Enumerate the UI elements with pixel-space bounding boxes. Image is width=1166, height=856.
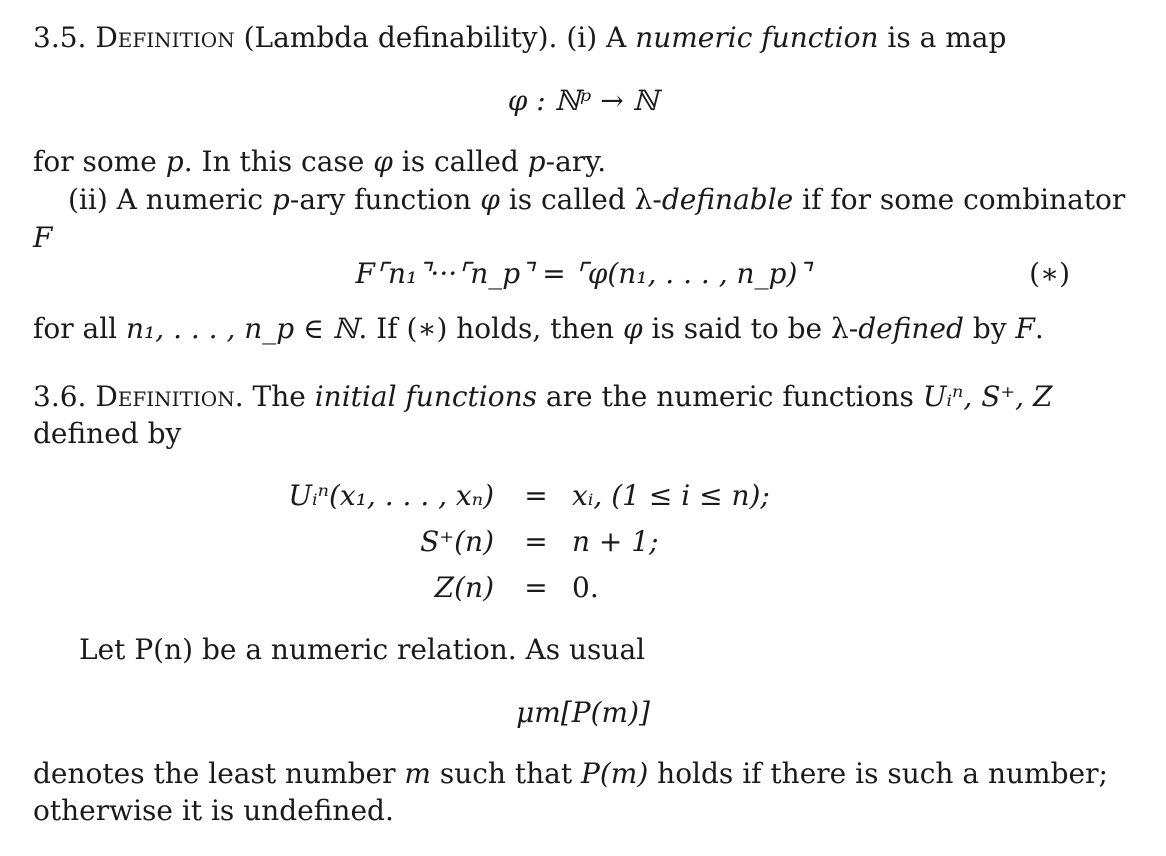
def35-line5-phi: φ: [623, 312, 643, 345]
def35-line5-e: .: [1034, 312, 1044, 345]
def35-heading-word: Definition: [95, 21, 235, 54]
def35-line3-c: is called λ-: [508, 183, 662, 216]
mu-line2: [33, 756, 1108, 792]
mu-line2-a: denotes the least number: [33, 757, 396, 790]
def35-line2-c: is called: [401, 145, 519, 178]
def35-line3: [68, 182, 1125, 218]
def35-item-ii: (ii): [68, 183, 108, 216]
def35-line5: [33, 311, 1044, 347]
def35-star-formula: F⌜n₁⌝···⌜n_p⌝ = ⌜φ(n₁, . . . , n_p)⌝: [355, 257, 811, 290]
def35-term-definable: definable: [661, 183, 794, 216]
def36-term-initial-functions: initial functions: [314, 380, 537, 413]
def36-heading-word: Definition: [95, 380, 235, 413]
def35-line5-c: is said to be λ-: [651, 312, 859, 345]
def35-line5-a: for all: [33, 312, 118, 345]
def35-heading-line: [33, 20, 1006, 56]
mu-line3: otherwise it is undefined.: [33, 794, 394, 827]
def35-line3-var-p: p: [271, 183, 290, 216]
def35-line5-b: . If (∗) holds, then: [358, 312, 615, 345]
eq2-rhs: n + 1;: [572, 525, 659, 558]
def35-line5-vars: n₁, . . . , n_p ∈ ℕ: [126, 312, 359, 345]
mu-line2-b: such that: [439, 757, 573, 790]
def35-map-formula: φ : ℕᵖ → ℕ: [507, 84, 659, 117]
def36-line2: defined by: [33, 417, 182, 450]
eq3-lhs: Z(n): [434, 571, 494, 604]
def35-term-numeric-function: numeric function: [635, 21, 879, 54]
def35-line3-b: -ary function: [289, 183, 472, 216]
def35-var-F: F: [33, 221, 53, 254]
def36-number: 3.6.: [33, 380, 87, 413]
def35-number: 3.5.: [33, 21, 87, 54]
mu-line2-c: holds if there is such a number;: [657, 757, 1108, 790]
eq1-rhs: xᵢ, (1 ≤ i ≤ n);: [572, 479, 770, 512]
mu-line2-P: P(m): [581, 757, 649, 790]
mu-line2-m: m: [404, 757, 431, 790]
def36-line1-b: are the numeric functions: [545, 380, 914, 413]
def35-line2: [33, 144, 606, 180]
def35-line3-a: A numeric: [116, 183, 264, 216]
def36-line1-funcs: Uᵢⁿ, S⁺, Z: [922, 380, 1053, 413]
eq3-rhs: 0.: [572, 571, 599, 604]
eq1-equals: =: [524, 479, 548, 512]
mu-formula: μm[P(m)]: [516, 696, 650, 729]
def35-var-phi: φ: [373, 145, 393, 178]
def35-line2-b: . In this case: [183, 145, 365, 178]
def35-line1-a: A: [606, 21, 627, 54]
def36-heading-line: [33, 379, 1052, 415]
eq2-lhs: S⁺(n): [420, 525, 494, 558]
def35-star-tag: (∗): [1029, 257, 1070, 290]
def35-var-p-ary: p: [527, 145, 546, 178]
def35-heading-paren: (Lambda definability).: [243, 21, 558, 54]
def35-item-i: (i): [566, 21, 598, 54]
eq1-lhs: Uᵢⁿ(x₁, . . . , xₙ): [288, 479, 494, 512]
def35-line3-var-phi: φ: [480, 183, 500, 216]
def35-line2-a: for some: [33, 145, 157, 178]
def35-line5-F: F: [1015, 312, 1035, 345]
def35-line5-d: by: [972, 312, 1007, 345]
mu-line1: Let P(n) be a numeric relation. As usual: [79, 633, 646, 666]
eq2-equals: =: [524, 525, 548, 558]
def35-term-defined: defined: [858, 312, 964, 345]
eq3-equals: =: [524, 571, 548, 604]
def35-line3-d: if for some combinator: [802, 183, 1126, 216]
def36-line1-a: . The: [234, 380, 306, 413]
def35-line2-d: -ary.: [545, 145, 607, 178]
def35-line1-b: is a map: [887, 21, 1007, 54]
def35-var-p: p: [165, 145, 184, 178]
